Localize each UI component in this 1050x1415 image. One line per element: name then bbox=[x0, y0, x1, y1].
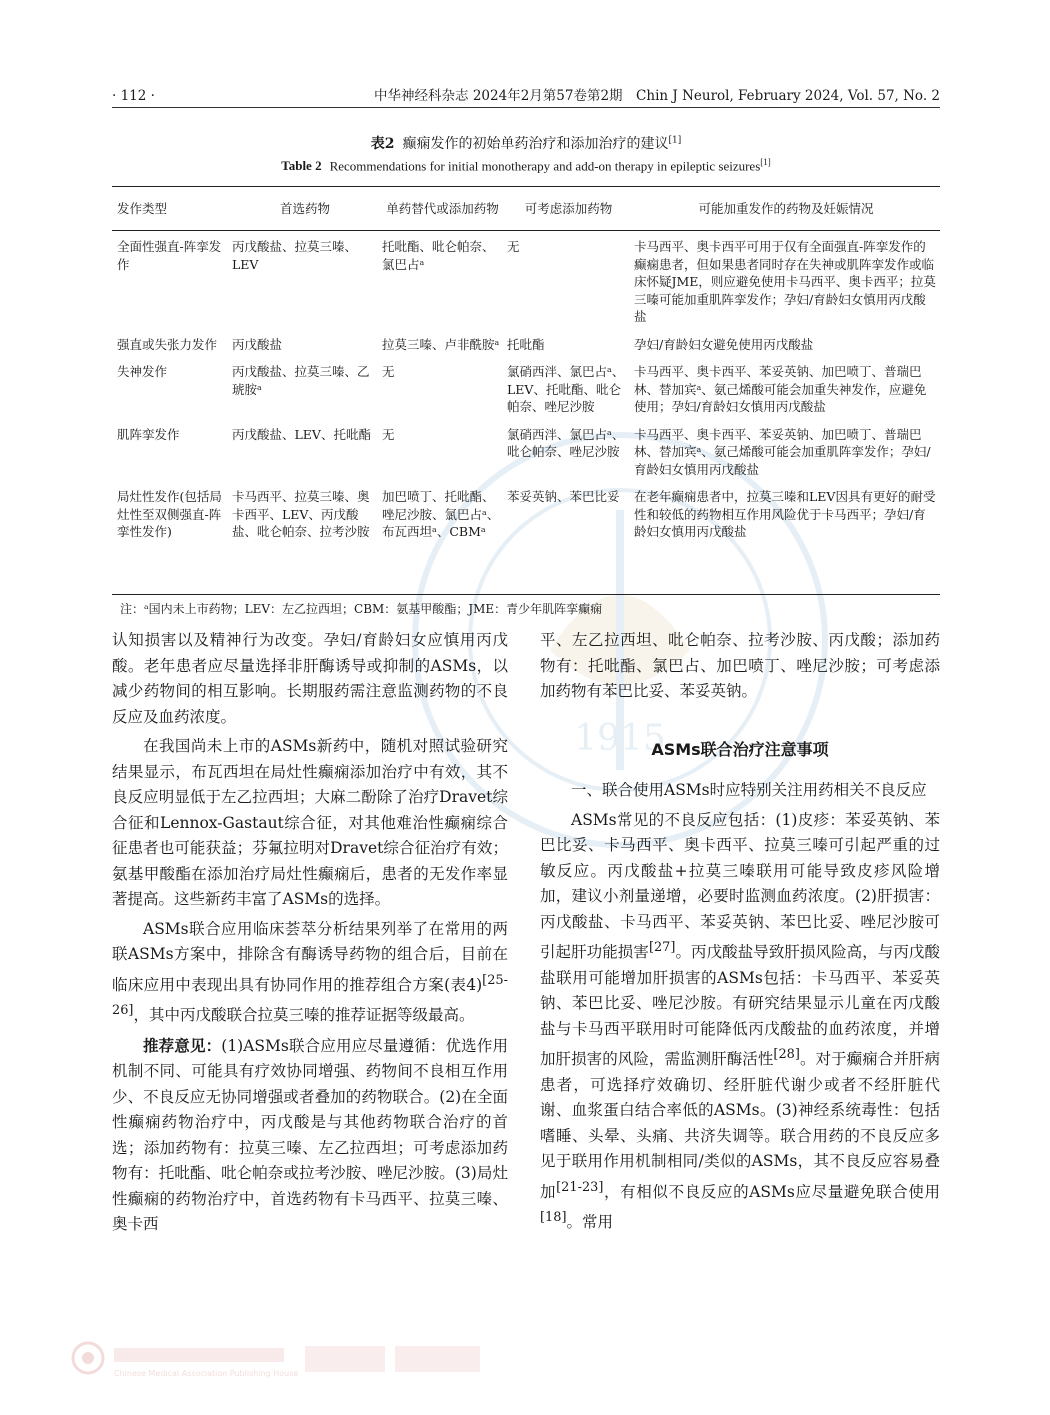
page-number: · 112 · bbox=[112, 88, 155, 104]
table-footnote: 注：ᵃ国内未上市药物；LEV：左乙拉西坦；CBM：氨基甲酸酯；JME：青少年肌阵挛癫痫 bbox=[120, 602, 603, 616]
table-cell: 卡马西平、拉莫三嗪、奥卡西平、LEV、丙戊酸盐、吡仑帕奈、拉考沙胺 bbox=[232, 489, 370, 539]
citation: [18] bbox=[540, 1210, 567, 1226]
publisher-name: Chinese Medical Association Publishing House bbox=[114, 1369, 299, 1378]
table-cell: 卡马西平、奥卡西平可用于仅有全面强直-阵挛发作的癫痫患者，但如果患者同时存在失神或肌阵挛发作或临床怀疑JME，则应避免使用卡马西平、奥卡西平；拉莫三嗪可能加重肌阵挛发作；孕妇/育龄妇女慎用丙戊酸盐 bbox=[634, 239, 936, 324]
table-cell: 在老年癫痫患者中，拉莫三嗪和LEV因具有更好的耐受性和较低的药物相互作用风险优于卡马西平；孕妇/育龄妇女慎用丙戊酸盐 bbox=[634, 489, 936, 539]
table-row bbox=[112, 486, 940, 549]
subsection-heading: 一、联合使用ASMs时应特别关注用药相关不良反应 bbox=[571, 781, 927, 799]
table-cell: 局灶性发作(包括局灶性至双侧强直-阵挛性发作) bbox=[117, 489, 222, 539]
table-title-en: Recommendations for initial monotherapy and add-on therapy in epileptic seizures bbox=[329, 158, 761, 174]
table-cell: 氯硝西泮、氯巴占ᵃ、LEV、托吡酯、吡仑帕奈、唑尼沙胺 bbox=[507, 364, 625, 414]
table-cell: 托吡酯、吡仑帕奈、氯巴占ᵃ bbox=[382, 239, 495, 272]
recommendation-paragraph bbox=[112, 1033, 508, 1238]
col-header: 可考虑添加药物 bbox=[524, 201, 613, 217]
col-header: 单药替代或添加药物 bbox=[386, 201, 499, 217]
paragraph: 在我国尚未上市的ASMs新药中，随机对照试验研究结果显示，布瓦西坦在局灶性癫痫添加治疗中有效，其不良反应明显低于左乙拉西坦；大麻二酚除了治疗Dravet综合征和Lennox-Gastaut综合征，对其他难治性癫痫综合征患者也可能获益；芬氟拉明对Dravet综合征治疗有效；氨基甲酸酯在添加治疗局灶性癫痫后，患者的无发作率显著提高。这些新药丰富了ASMs的选择。 bbox=[112, 737, 508, 908]
col-header: 发作类型 bbox=[117, 201, 168, 217]
table-cell: 无 bbox=[382, 426, 395, 442]
table-cell: 托吡酯 bbox=[507, 336, 545, 352]
table-caption-en bbox=[112, 157, 940, 174]
recommendation-table bbox=[112, 187, 940, 549]
paragraph-text: 。对于癫痫合并肝病患者，可选择疗效确切、经肝脏代谢少或者不经肝脏代谢、血浆蛋白结合率低的ASMs。(3)神经系统毒性：包括嗜睡、头晕、头痛、共济失调等。联合用药的不良反应多见于联用作用机制相同/类似的ASMs，其不良反应容易叠加 bbox=[540, 1050, 940, 1201]
table-caption-zh bbox=[112, 133, 940, 153]
table-cell: 卡马西平、奥卡西平、苯妥英钠、加巴喷丁、普瑞巴林、替加宾ᵃ、氨己烯酸可能会加重肌阵挛发作；孕妇/育龄妇女慎用丙戊酸盐 bbox=[634, 426, 931, 477]
table-cell: 拉莫三嗪、卢非酰胺ᵃ bbox=[382, 336, 500, 352]
table-cell: 肌阵挛发作 bbox=[117, 426, 180, 442]
table-cell: 丙戊酸盐、拉莫三嗪、LEV bbox=[232, 239, 358, 272]
watermark-year: 1915 bbox=[574, 718, 666, 759]
col-header: 可能加重发作的药物及妊娠情况 bbox=[698, 201, 874, 217]
paragraph: 认知损害以及精神行为改变。孕妇/育龄妇女应慎用丙戊酸。老年患者应尽量选择非肝酶诱导或抑制的ASMs，以减少药物间的相互影响。长期服药需注意监测药物的不良反应及血药浓度。 bbox=[112, 631, 508, 726]
table-cell: 苯妥英钠、苯巴比妥 bbox=[507, 489, 620, 504]
paragraph-text: ASMs联合应用临床荟萃分析结果列举了在常用的两联ASMs方案中，排除含有酶诱导药物的组合后，目前在临床应用中表现出具有协同作用的推荐组合方案(表4) bbox=[112, 919, 508, 994]
table-cell: 强直或失张力发作 bbox=[117, 336, 218, 352]
table-title-zh: 癫痫发作的初始单药治疗和添加治疗的建议 bbox=[402, 136, 669, 152]
table-cell: 丙戊酸盐 bbox=[232, 336, 283, 352]
table-cell: 丙戊酸盐、LEV、托吡酯 bbox=[232, 426, 371, 442]
table-header-row bbox=[112, 187, 940, 231]
table-cell: 孕妇/育龄妇女避免使用丙戊酸盐 bbox=[634, 336, 814, 352]
left-column bbox=[112, 628, 508, 1242]
paragraph-text: ，其中丙戊酸联合拉莫三嗪的推荐证据等级最高。 bbox=[133, 1006, 475, 1025]
table-cell: 无 bbox=[507, 239, 520, 254]
paragraph: 平、左乙拉西坦、吡仑帕奈、拉考沙胺、丙戊酸；添加药物有：托吡酯、氯巴占、加巴喷丁、唑尼沙胺；可考虑添加药物有苯巴比妥、苯妥英钠。 bbox=[540, 631, 940, 700]
section-heading: ASMs联合治疗注意事项 bbox=[651, 739, 829, 759]
table-bottom-rule bbox=[112, 594, 940, 595]
citation: [28] bbox=[773, 1047, 800, 1063]
table-cell: 丙戊酸盐、拉莫三嗪、乙琥胺ᵃ bbox=[232, 364, 370, 397]
running-header bbox=[112, 86, 940, 106]
table-ref-zh: [1] bbox=[668, 135, 682, 146]
table-row bbox=[112, 361, 940, 424]
header-rule bbox=[112, 107, 940, 108]
table-cell: 全面性强直-阵挛发作 bbox=[117, 239, 222, 272]
paragraph-text: ASMs常见的不良反应包括：(1)皮疹：苯妥英钠、苯巴比妥、卡马西平、奥卡西平、拉莫三嗪可引起严重的过敏反应。丙戊酸盐+拉莫三嗪联用可能导致皮疹风险增加，建议小剂量递增，必要时监测血药浓度。(2)肝损害：丙戊酸盐、卡马西平、苯妥英钠、苯巴比妥、唑尼沙胺可引起肝功能损害 bbox=[540, 810, 940, 962]
col-header: 首选药物 bbox=[279, 201, 330, 217]
paragraph-text: 。常用 bbox=[566, 1213, 614, 1232]
paragraph-text: ，有相似不良反应的ASMs应尽量避免联合使用 bbox=[603, 1182, 940, 1201]
citation: [25-26] bbox=[112, 972, 508, 1019]
table-row bbox=[112, 231, 940, 334]
citation: [21-23] bbox=[556, 1179, 604, 1195]
citation: [27] bbox=[648, 940, 676, 955]
recommendation-lead: 推荐意见： bbox=[143, 1035, 222, 1055]
paragraph bbox=[540, 808, 940, 1237]
table-ref-en: [1] bbox=[760, 157, 771, 167]
paragraph bbox=[112, 917, 508, 1029]
table-cell: 卡马西平、奥卡西平、苯妥英钠、加巴喷丁、普瑞巴林、替加宾ᵃ、氨己烯酸可能会加重失神发作，应避免使用；孕妇/育龄妇女慎用丙戊酸盐 bbox=[634, 364, 927, 414]
table-number-zh: 表2 bbox=[370, 136, 395, 152]
table-number-en: Table 2 bbox=[281, 158, 322, 174]
journal-citation: 中华神经科杂志 2024年2月第57卷第2期 Chin J Neurol, February 2024, Vol. 57, No. 2 bbox=[374, 88, 940, 104]
table-cell: 无 bbox=[382, 364, 395, 379]
paragraph-text: 。丙戊酸盐导致肝损风险高，与丙戊酸盐联用可能增加肝损害的ASMs包括：卡马西平、苯妥英钠、苯巴比妥、唑尼沙胺。有研究结果显示儿童在丙戊酸盐与卡马西平联用时可能降低丙戊酸盐的血药浓度，并增加肝损害的风险，需监测肝酶活性 bbox=[540, 943, 940, 1069]
right-column bbox=[540, 628, 940, 1240]
table-cell: 加巴喷丁、托吡酯、唑尼沙胺、氯巴占ᵃ、布瓦西坦ᵃ、CBMᵃ bbox=[382, 489, 500, 539]
table-row bbox=[112, 334, 940, 362]
table-cell: 氯硝西泮、氯巴占ᵃ、吡仑帕奈、唑尼沙胺 bbox=[507, 426, 625, 459]
table-cell: 失神发作 bbox=[117, 364, 168, 379]
publisher-logo bbox=[70, 1340, 490, 1380]
table-row bbox=[112, 424, 940, 487]
paragraph-text: (1)ASMs联合应用应尽量遵循：优选作用机制不同、可能具有疗效协同增强、药物间不良相互作用少、不良反应无协同增强或者叠加的药物联合。(2)在全面性癫痫药物治疗中，丙戊酸是与其他药物联合治疗的首选；添加药物有：拉莫三嗪、左乙拉西坦；可考虑添加药物有：托吡酯、吡仑帕奈或拉考沙胺、唑尼沙胺。(3)局灶性癫痫的药物治疗中，首选药物有卡马西平、拉莫三嗪、奥卡西 bbox=[112, 1036, 508, 1234]
